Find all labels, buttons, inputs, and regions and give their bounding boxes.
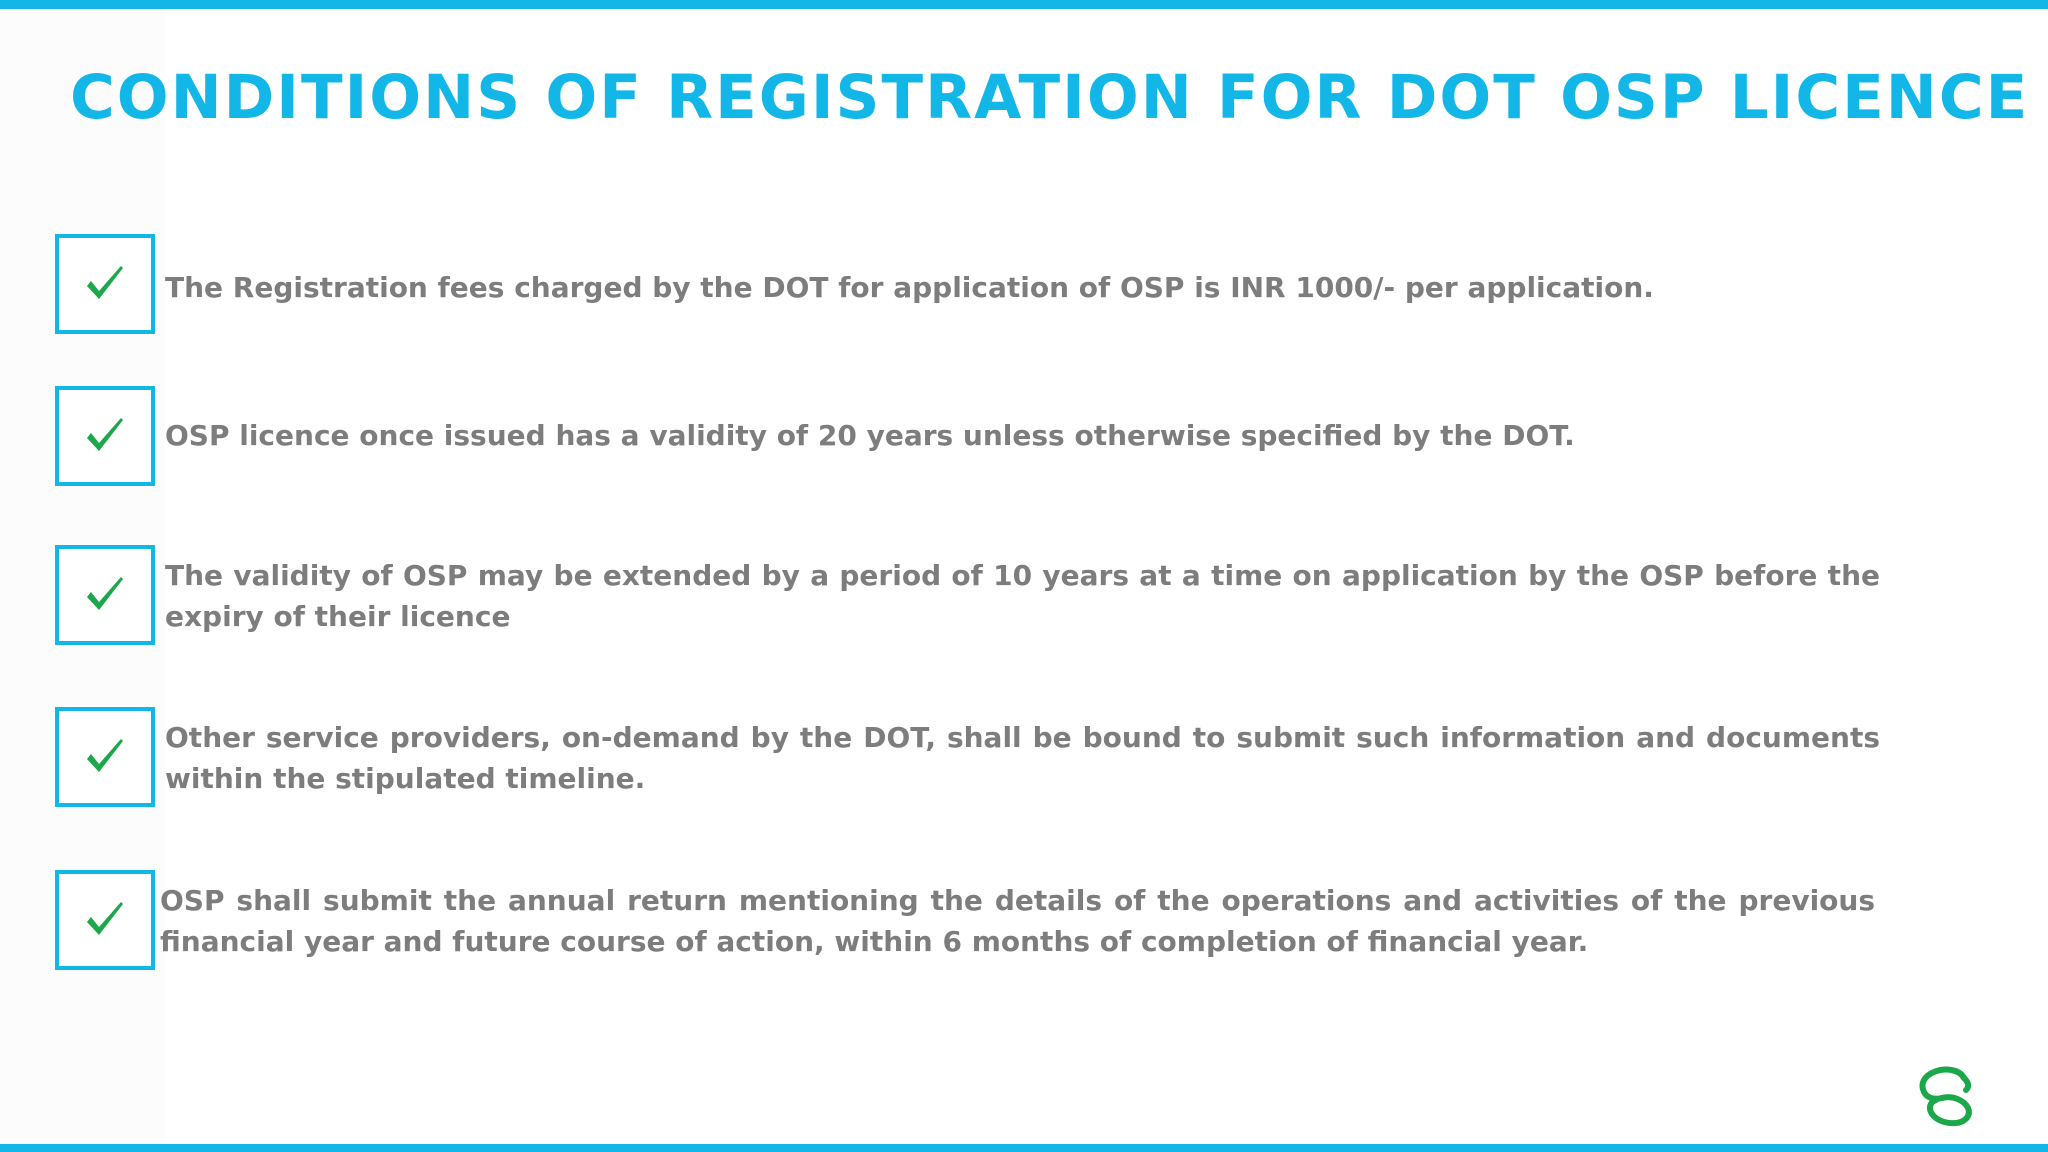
brand-logo-icon (1916, 1064, 1980, 1128)
checkmark-icon (84, 575, 126, 615)
condition-text: OSP shall submit the annual return mentioning the details of the operations and activities of the previous financial year and future course of action, within 6 months of completion of financial year. (160, 884, 1875, 958)
checkbox (55, 234, 155, 334)
checkbox (55, 870, 155, 970)
checkbox (55, 707, 155, 807)
checkmark-icon (84, 737, 126, 777)
slide-title: CONDITIONS OF REGISTRATION FOR DOT OSP LICENCE (70, 62, 2030, 133)
top-accent-bar (0, 0, 2048, 9)
checkmark-icon (84, 900, 126, 940)
condition-text: Other service providers, on-demand by the DOT, shall be bound to submit such information and documents within the stipulated timeline. (165, 721, 1880, 795)
checkbox (55, 545, 155, 645)
checkmark-icon (84, 264, 126, 304)
condition-text: The Registration fees charged by the DOT for application of OSP is INR 1000/- per application. (165, 271, 1654, 304)
bottom-accent-bar (0, 1144, 2048, 1152)
condition-text: OSP licence once issued has a validity of 20 years unless otherwise specified by the DOT. (165, 419, 1575, 452)
checkbox (55, 386, 155, 486)
condition-text: The validity of OSP may be extended by a period of 10 years at a time on application by the OSP before the expiry of their licence (165, 559, 1880, 633)
checkmark-icon (84, 416, 126, 456)
